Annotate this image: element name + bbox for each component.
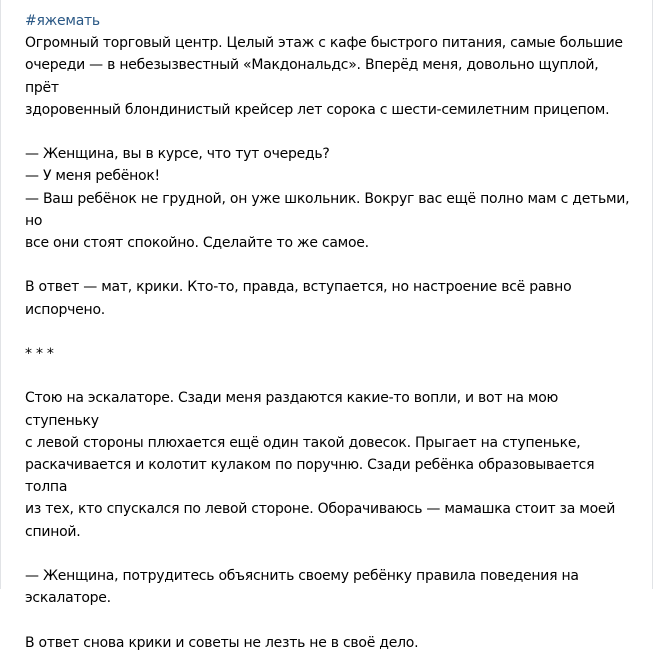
paragraph-final: В ответ снова крики и советы не лезть не в своё дело. [25,634,419,651]
post-text [25,10,635,654]
section-divider: * * * [25,346,54,362]
hashtag-line [25,10,635,32]
paragraph-response: В ответ — мат, крики. Кто-то, правда, вступается, но настроение всё равно испорчено. [25,279,572,318]
hashtag-link[interactable]: #яжемать [25,13,100,29]
paragraph-dialogue-queue: — Женщина, вы в курсе, что тут очередь? — У меня ребёнок! — Ваш ребёнок не грудной, он уже школьник. Вокруг вас ещё полно мам с детьми, но все они стоят спокойно. Сделайте то же самое. [25,146,630,252]
paragraph-escalator: Стою на эскалаторе. Сзади меня раздаются какие-то вопли, и вот на мою ступеньку с левой стороны плюхается ещё один такой довесок. Прыгает на ступеньке, раскачивается и колотит кулаком по поручню. Сзади ребёнка образовывается толпа из тех, кто спускался по левой стороне. Оборачиваюсь — мамашка стоит за моей спиной. [25,390,616,540]
paragraph-dialogue-escalator: — Женщина, потрудитесь объяснить своему ребёнку правила поведения на эскалаторе. [25,568,579,607]
paragraph-mall: Огромный торговый центр. Целый этаж с кафе быстрого питания, самые большие очереди — в небезызвестный «Макдональдс». Вперёд меня, довольно щуплой, прёт здоровенный блондинистый крейсер лет сорока с шести-семилетним прицепом. [25,35,623,118]
